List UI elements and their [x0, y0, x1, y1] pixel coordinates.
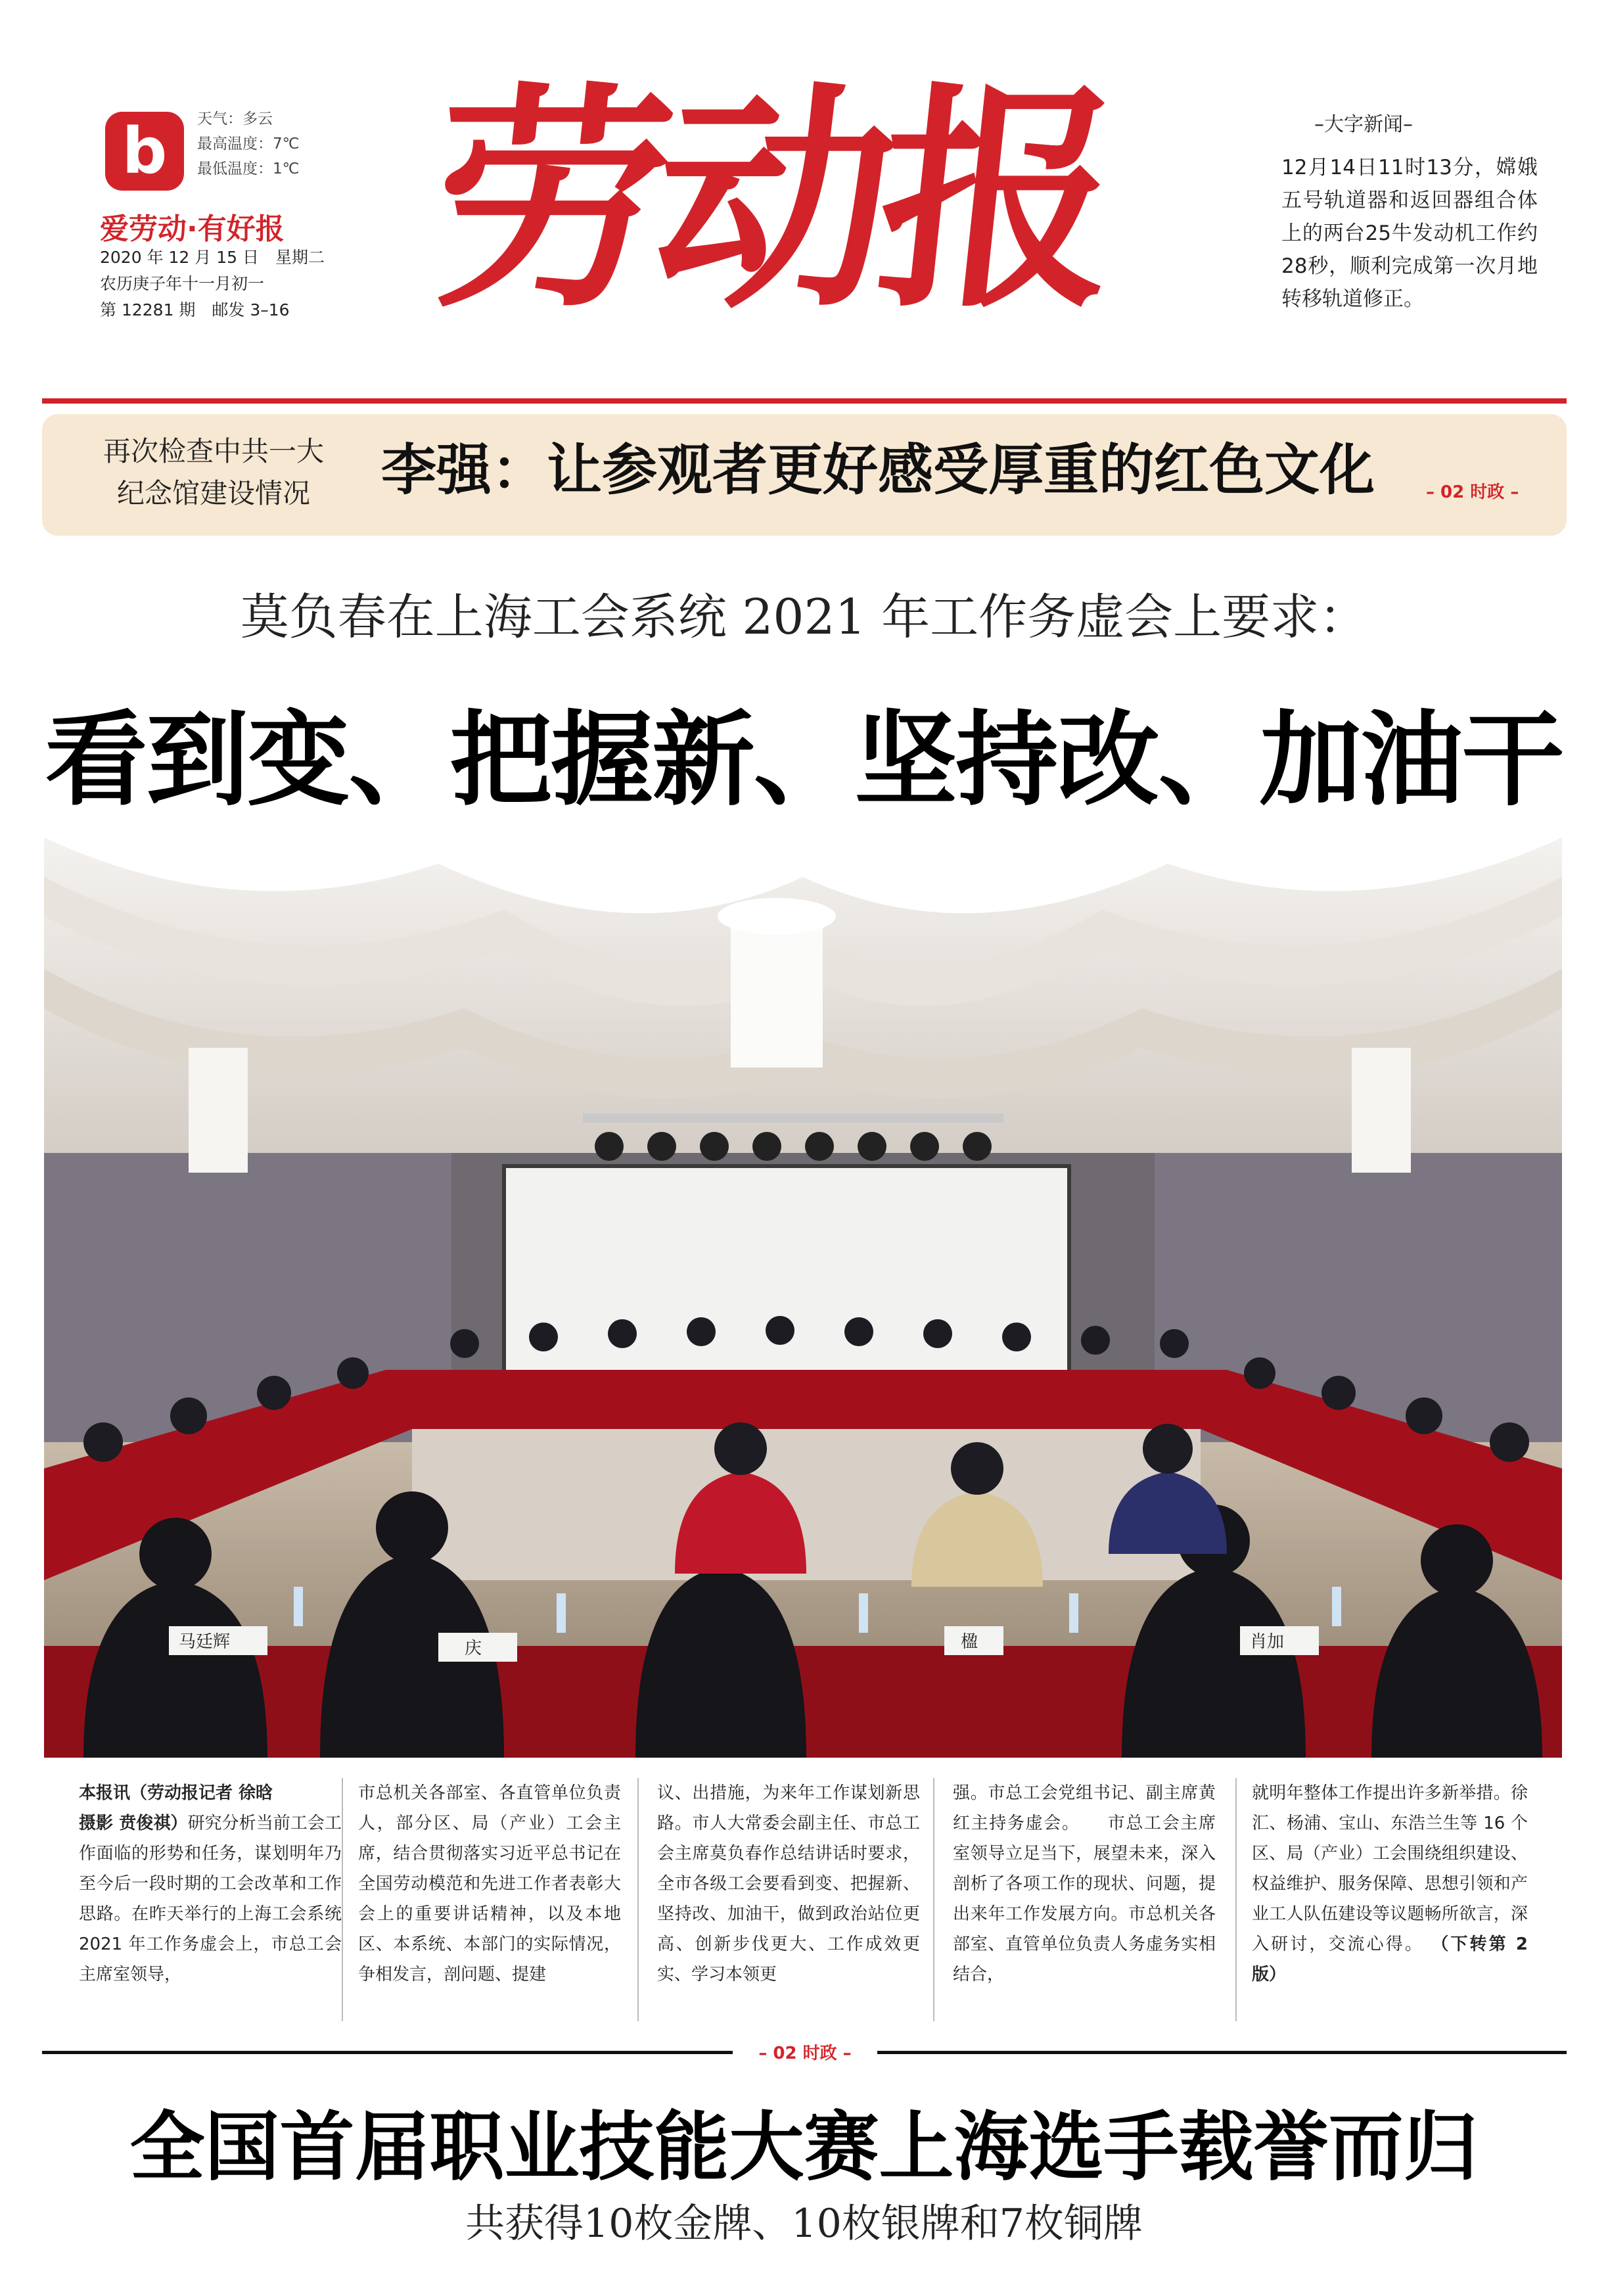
continued-link[interactable]: （下转第 2 版）: [1252, 1934, 1528, 1984]
body-text-1: 研究分析当前工会工作面临的形势和任务，谋划明年乃至今后一段时期的工会改革和工作思路。在昨天举行的上海工会系统 2021 年工作务虚会上，市总工会主席室领导，: [79, 1814, 342, 1984]
promo-page-ref[interactable]: – 02 时政 –: [1426, 482, 1519, 502]
masthead-divider: [42, 398, 1567, 404]
promo-kicker-line-2: 纪念馆建设情况: [116, 477, 310, 509]
meeting-photo: [44, 837, 1562, 1758]
name-card-2: 庆: [465, 1639, 482, 1658]
column-divider: [933, 1778, 934, 2021]
bottom-subhead: 共获得10枚金牌、10枚银牌和7枚铜牌: [465, 2201, 1143, 2247]
newspaper-logo: [105, 112, 184, 191]
date-line: 2020 年 12 月 15 日 星期二: [100, 248, 325, 267]
name-card-4: 楹: [961, 1632, 978, 1652]
bottom-page-ref[interactable]: – 02 时政 –: [758, 2044, 852, 2063]
lunar-date-line: 农历庚子年十一月初一: [100, 274, 265, 293]
body-text-2: 市总机关各部室、各直管单位负责人，部分区、局（产业）工会主席，结合贯彻落实习近平总书记在全国劳动模范和先进工作者表彰大会上的重要讲话精神，以及本地区、本系统、本部门的实际情况，争相发言，剖问题、提建: [358, 1783, 621, 1984]
body-text-5: 就明年整体工作提出许多新举措。徐汇、杨浦、宝山、东浩兰生等 16 个区、局（产业）工会围绕组织建设、权益维护、服务保障、思想引领和产业工人队伍建设等议题畅所欲言，深入研讨，交流心得。: [1252, 1783, 1528, 1954]
name-card-3: 肖加: [1250, 1632, 1285, 1652]
photo-credit: 摄影 贲俊祺）: [79, 1814, 188, 1833]
body-text-3: 议、出措施，为来年工作谋划新思路。市人大常委会副主任、市总工会主席莫负春作总结讲话时要求，全市各级工会要看到变、把握新、坚持改、加油干，做到政治站位更高、创新步伐更大、工作成效更实、学习本领更: [657, 1783, 920, 1984]
body-column-2: [358, 1778, 621, 2028]
weather-low: 最低温度：1℃: [197, 160, 300, 177]
issue-number-line: 第 12281 期 邮发 3–16: [100, 300, 290, 319]
body-column-3: [657, 1778, 920, 2028]
weather-condition: 天气：多云: [197, 110, 273, 128]
body-column-4: [953, 1778, 1216, 2028]
meeting-hall-illustration: [44, 837, 1562, 1758]
weather-box: [197, 106, 299, 181]
bottom-headline[interactable]: 全国首届职业技能大赛上海选手载誉而归: [129, 2103, 1479, 2191]
name-card-1: 马廷辉: [179, 1632, 231, 1652]
column-divider: [342, 1778, 343, 2021]
byline: 本报讯（劳动报记者 徐晗: [79, 1783, 273, 1803]
promo-kicker-line-1: 再次检查中共一大: [103, 435, 324, 467]
weather-high: 最高温度：7℃: [197, 135, 300, 152]
brief-news-text: 12月14日11时13分，嫦娥五号轨道器和返回器组合体上的两台25牛发动机工作约28秒，顺利完成第一次月地转移轨道修正。: [1281, 156, 1538, 311]
issue-info: [100, 245, 325, 323]
lead-kicker: 莫负春在上海工会系统 2021 年工作务虚会上要求：: [240, 589, 1368, 645]
promo-headline[interactable]: 李强：让参观者更好感受厚重的红色文化: [381, 437, 1375, 502]
body-column-1: [79, 1778, 342, 2028]
column-divider: [1235, 1778, 1237, 2021]
lead-headline[interactable]: 看到变、把握新、坚持改、加油干: [45, 699, 1563, 820]
promo-kicker: [79, 431, 348, 515]
masthead-title: 劳动报: [419, 61, 1119, 339]
slogan: 爱劳动·有好报: [100, 212, 285, 246]
logo-glyph: b: [122, 114, 168, 188]
column-divider: [637, 1778, 639, 2021]
brief-news-label: –大字新闻–: [1314, 113, 1413, 136]
body-text-4: 强。市总工会党组书记、副主席黄红主持务虚会。 市总工会主席室领导立足当下，展望未来，深入剖析了各项工作的现状、问题，提出来年工作发展方向。市总机关各部室、直管单位负责人务虚务实相结合，: [953, 1783, 1216, 1984]
body-column-5: [1252, 1778, 1528, 2028]
